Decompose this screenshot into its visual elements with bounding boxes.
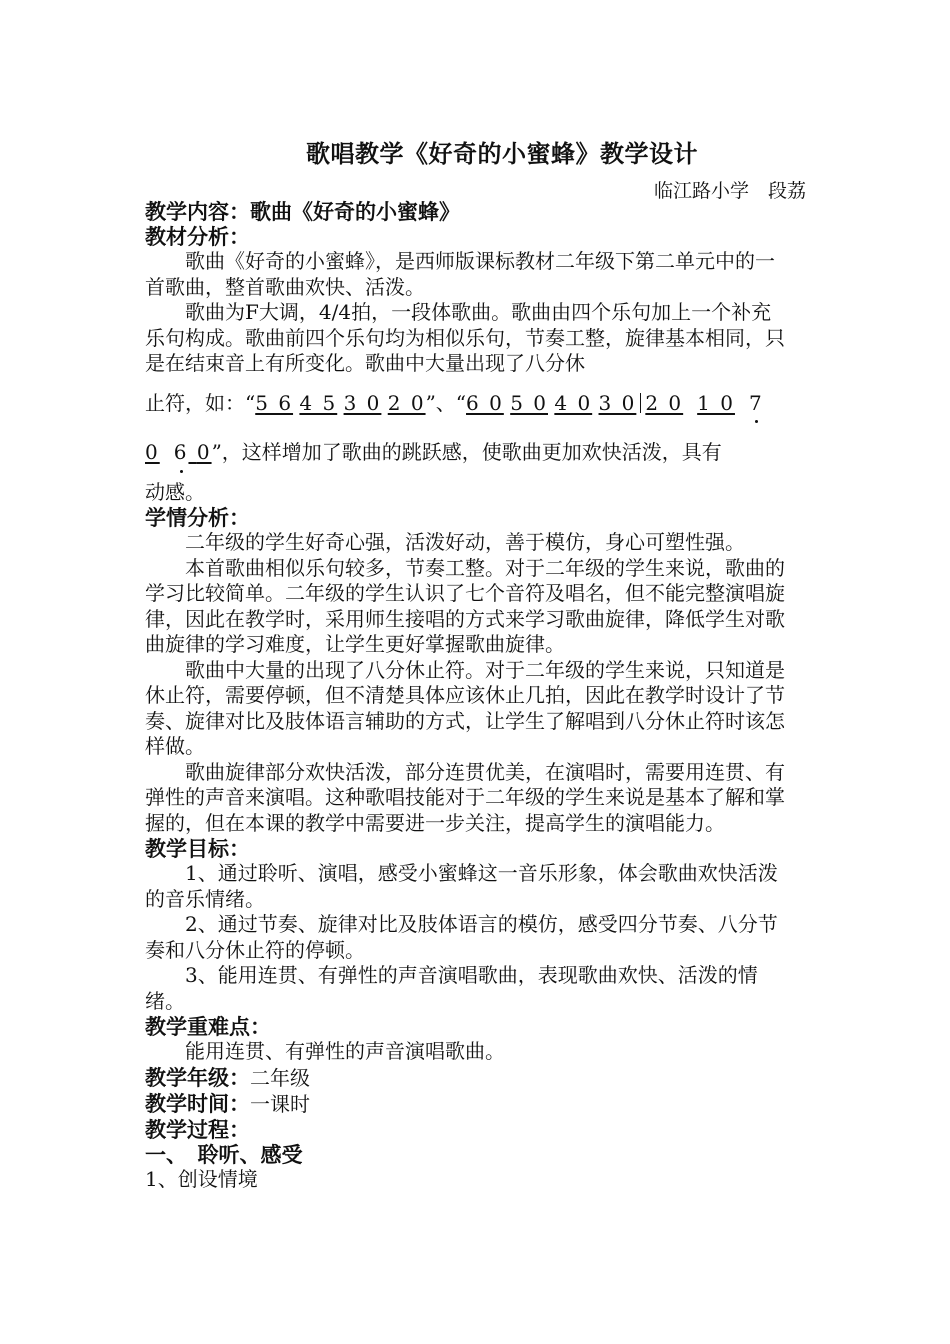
note-group: 5 6 [255,390,294,415]
goal-1: 1、通过聆听、演唱，感受小蜜蜂这一音乐形象，体会歌曲欢快活泼的音乐情绪。 [145,861,778,911]
low-note: 6 [173,440,189,464]
process-heading: 教学过程： [145,1116,250,1142]
note-rest: 0 [196,440,212,464]
author-line: 临江路小学 段荔 [653,180,806,202]
content-label: 教学内容： [145,199,250,224]
note-group: 3 0 [598,390,637,415]
grade-value: 二年级 [250,1065,310,1090]
key-heading: 教学重难点： [145,1014,271,1039]
grade-heading [145,1065,785,1091]
notation-line-1 [145,391,785,417]
goals-heading: 教学目标： [145,836,250,861]
note-group: 4 5 [299,390,338,415]
low-note: 7 [748,390,764,415]
note-group: 1 0 [697,390,735,415]
material-paragraph-2: 歌曲为F大调，4/4拍，一段体歌曲。歌曲由四个乐句加上一个补充乐句构成。歌曲前四个乐句均为相似乐句，节奏工整，旋律基本相同，只是在结束音上有所变化。歌曲中大量出现了八分休 [145,300,785,375]
learner-paragraph-4: 歌曲旋律部分欢快活泼，部分连贯优美，在演唱时，需要用连贯、有弹性的声音来演唱。这种歌唱技能对于二年级的学生来说是基本了解和掌握的，但在本课的教学中需要进一步关注，提高学生的演唱能力。 [145,759,785,835]
note-group: 2 0 [645,390,684,415]
process-section-1: 一、 聆听、感受 [145,1141,303,1167]
process-item-1: 1、创设情境 [145,1166,258,1191]
time-label: 教学时间： [145,1090,250,1116]
material-paragraph-1: 歌曲《好奇的小蜜蜂》，是西师版课标教材二年级下第二单元中的一首歌曲，整首歌曲欢快、活泼。 [145,249,775,299]
notation-intro: 止符，如：“ [145,390,256,415]
time-value: 一课时 [250,1091,310,1116]
note-group: 4 0 [554,390,593,415]
goal-2: 2、通过节奏、旋律对比及肢体语言的模仿，感受四分节奏、八分节奏和八分休止符的停顿。 [145,912,778,962]
content-value: 歌曲《好奇的小蜜蜂》 [250,199,460,224]
bar-line [640,393,641,413]
note-group: 2 0 [387,390,426,415]
goal-3: 3、能用连贯、有弹性的声音演唱歌曲，表现歌曲欢快、活泼的情绪。 [145,963,758,1013]
material-heading: 教材分析： [145,224,250,249]
note-group: 6 0 [466,390,504,415]
notation-line-2 [145,440,785,466]
notation-separator: ”、“ [425,390,467,415]
learner-paragraph-3: 歌曲中大量的出现了八分休止符。对于二年级的学生来说，只知道是休止符，需要停顿，但不清楚具体应该休止几拍，因此在教学时设计了节奏、旋律对比及肢体语言辅助的方式，让学生了解唱到八分休止符时该怎样做。 [145,657,785,758]
document-body [145,199,785,1192]
note-group: 0 [145,440,160,464]
note-group: 3 0 [343,390,382,415]
notation-tail: ”，这样增加了歌曲的跳跃感，使歌曲更加欢快活泼，具有 [211,440,722,464]
content-heading [145,199,785,224]
grade-label: 教学年级： [145,1064,250,1090]
learner-heading: 学情分析： [145,505,250,530]
key-paragraph: 能用连贯、有弹性的声音演唱歌曲。 [185,1039,505,1063]
material-paragraph-2-end: 动感。 [145,479,205,504]
learner-paragraph-2: 本首歌曲相似乐句较多，节奏工整。对于二年级的学生来说，歌曲的学习比较简单。二年级的学生认识了七个音符及唱名，但不能完整演唱旋律，因此在教学时，采用师生接唱的方式来学习歌曲旋律，降低学生对歌曲旋律的学习难度，让学生更好掌握歌曲旋律。 [145,555,785,656]
note-group: 5 0 [510,390,548,415]
learner-paragraph-1: 二年级的学生好奇心强，活泼好动，善于模仿，身心可塑性强。 [185,530,745,554]
time-heading [145,1091,785,1117]
document-title: 歌唱教学《好奇的小蜜蜂》教学设计 [306,139,698,168]
